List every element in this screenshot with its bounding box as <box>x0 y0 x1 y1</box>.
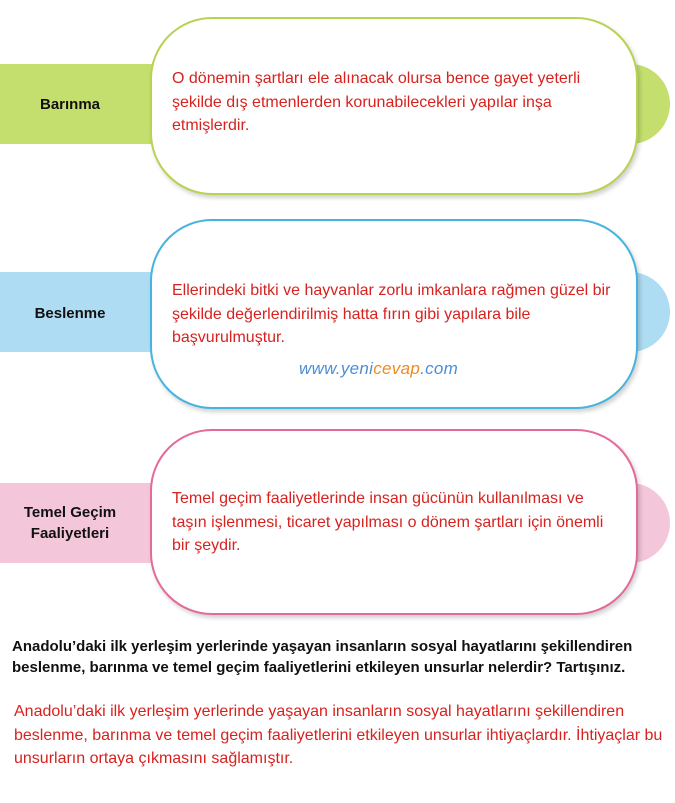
barinma-answer-box <box>150 17 638 195</box>
beslenme-answer-text: Ellerindeki bitki ve hayvanlar zorlu imkanlara rağmen güzel bir şekilde değerlendirilmiş hatta fırın gibi yapılara bile başvurulmuştur. <box>172 282 611 346</box>
beslenme-answer-box <box>150 219 638 409</box>
temel-gecim-answer-text: Temel geçim faaliyetlerinde insan gücünün kullanılması ve taşın işlenmesi, ticaret yapılması o dönem şartları için önemli bir şeydir. <box>172 490 604 554</box>
temel-gecim-answer-box <box>150 429 638 615</box>
answer-text: Anadolu’daki ilk yerleşim yerlerinde yaşayan insanların sosyal hayatlarını şekillendiren beslenme, barınma ve temel geçim faaliyetlerini etkileyen unsurlar ihtiyaçlardır. İhtiyaçlar bu unsurların ortaya çıkmasını sağlamıştır. <box>14 703 663 767</box>
watermark-logo <box>299 359 458 379</box>
barinma-label: Barınma <box>39 96 101 113</box>
temel-gecim-label-line2: Faaliyetleri <box>30 525 110 542</box>
beslenme-label: Beslenme <box>34 305 106 322</box>
watermark-www: www. <box>299 359 341 378</box>
watermark-com: .com <box>420 359 459 378</box>
question-text: Anadolu’daki ilk yerleşim yerlerinde yaşayan insanların sosyal hayatlarını şekillendiren beslenme, barınma ve temel geçim faaliyetlerini etkileyen unsurlar nelerdir? Tartışınız. <box>12 638 633 676</box>
temel-gecim-label <box>0 502 140 544</box>
watermark-cevap: cevap <box>373 359 421 378</box>
barinma-answer-text: O dönemin şartları ele alınacak olursa bence gayet yeterli şekilde dış etmenlerden korunabilecekleri yapılar inşa etmişlerdir. <box>172 70 581 134</box>
temel-gecim-label-line1: Temel Geçim <box>23 504 117 521</box>
watermark-yeni: yeni <box>340 359 374 378</box>
